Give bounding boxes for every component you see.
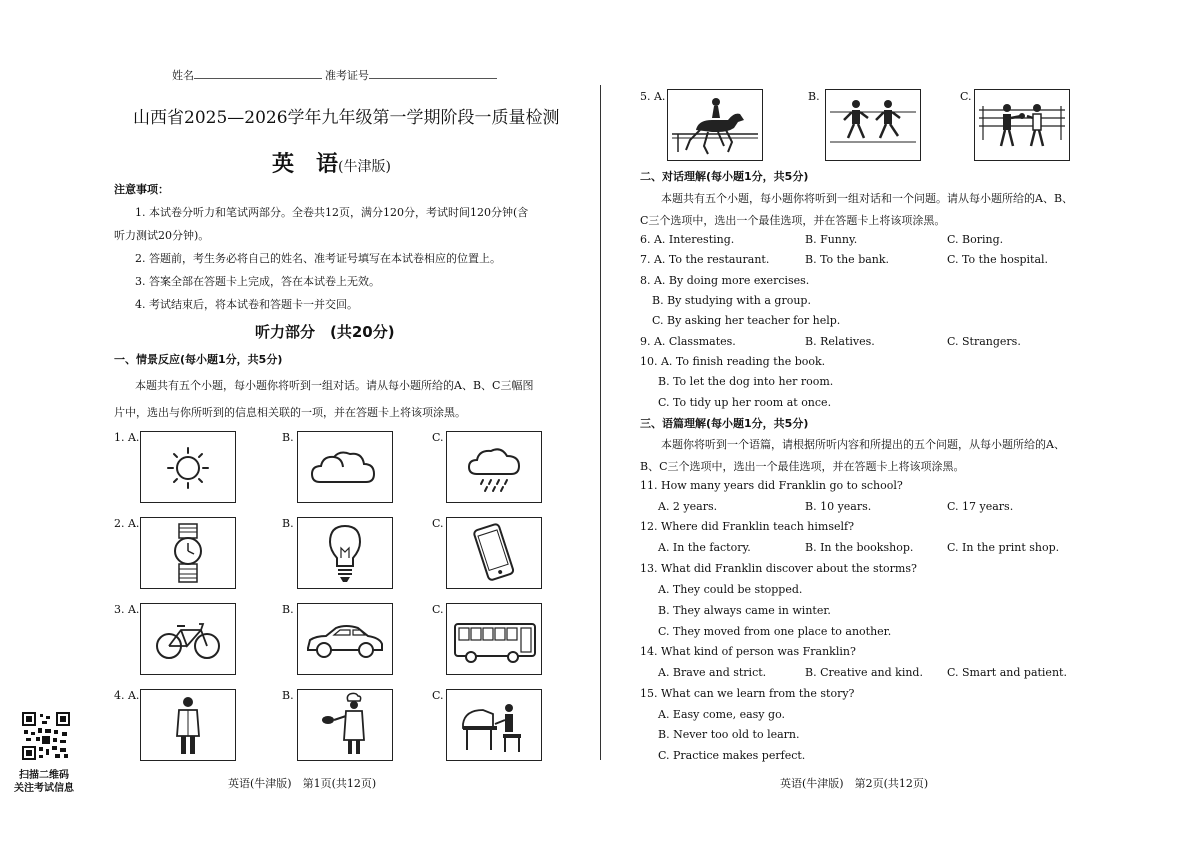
notes-item-1: 1. 本试卷分听力和笔试两部分。全卷共12页，满分120分，考试时间120分钟(含 — [135, 206, 529, 219]
q13-option-c: C. They moved from one place to another. — [658, 625, 892, 638]
page-divider — [600, 85, 601, 760]
q2-b-label: B. — [282, 517, 294, 530]
q2-c-image — [446, 517, 542, 589]
q11-option-c: C. 17 years. — [947, 500, 1014, 513]
section2-title: 二、对话理解(每小题1分，共5分) — [640, 170, 809, 183]
smartphone-icon — [447, 518, 541, 588]
section1-instr-2: 片中，选出与你所听到的信息相关联的一项，并在答题卡上将该项涂黑。 — [114, 406, 466, 419]
q12-option-b: B. In the bookshop. — [805, 541, 914, 554]
exam-title: 山西省2025—2026学年九年级第一学期阶段一质量检测 — [133, 108, 560, 128]
id-field — [325, 67, 497, 83]
q12-question: 12. Where did Franklin teach himself? — [640, 520, 854, 533]
q5-b-label: B. — [808, 90, 820, 103]
q11-option-b: B. 10 years. — [805, 500, 872, 513]
q14-option-b: B. Creative and kind. — [805, 666, 923, 679]
q6-option-a: 6. A. Interesting. — [640, 233, 735, 246]
q6-option-c: C. Boring. — [947, 233, 1004, 246]
q2-a-label: 2. A. — [114, 517, 140, 530]
pianist-icon — [447, 690, 541, 760]
q9-option-a: 9. A. Classmates. — [640, 335, 736, 348]
notes-item-4: 4. 考试结束后，将本试卷和答题卡一并交回。 — [135, 298, 358, 311]
q13-question: 13. What did Franklin discover about the storms? — [640, 562, 917, 575]
q2-a-image — [140, 517, 236, 589]
doctor-icon — [141, 690, 235, 760]
section2-instr-1: 本题共有五个小题，每小题你将听到一组对话和一个问题。请从每小题所给的A、B、 — [661, 192, 1074, 205]
wristwatch-icon — [141, 518, 235, 588]
q8-option-b: B. By studying with a group. — [652, 294, 811, 307]
q12-option-a: A. In the factory. — [658, 541, 751, 554]
q3-b-image — [297, 603, 393, 675]
section2-instr-2: C三个选项中，选出一个最佳选项，并在答题卡上将该项涂黑。 — [640, 214, 946, 227]
q4-a-label: 4. A. — [114, 689, 140, 702]
q3-b-label: B. — [282, 603, 294, 616]
bus-icon — [447, 604, 541, 674]
q5-a-image — [667, 89, 763, 161]
q14-option-c: C. Smart and patient. — [947, 666, 1067, 679]
q1-a-label: 1. A. — [114, 431, 140, 444]
q8-option-a: 8. A. By doing more exercises. — [640, 274, 810, 287]
q7-option-a: 7. A. To the restaurant. — [640, 253, 770, 266]
q3-a-label: 3. A. — [114, 603, 140, 616]
notes-item-3: 3. 答案全部在答题卡上完成，答在本试卷上无效。 — [135, 275, 380, 288]
q15-question: 15. What can we learn from the story? — [640, 687, 855, 700]
q1-c-image — [446, 431, 542, 503]
q4-b-label: B. — [282, 689, 294, 702]
q4-b-image — [297, 689, 393, 761]
q2-c-label: C. — [432, 517, 444, 530]
footer-left: 英语(牛津版) 第1页(共12页) — [228, 777, 377, 790]
q9-option-c: C. Strangers. — [947, 335, 1021, 348]
q1-b-image — [297, 431, 393, 503]
name-field — [172, 67, 322, 83]
q8-option-c: C. By asking her teacher for help. — [652, 314, 841, 327]
boxing-icon — [975, 90, 1069, 160]
qr-caption-2: 关注考试信息 — [14, 783, 74, 794]
footer-right: 英语(牛津版) 第2页(共12页) — [780, 777, 929, 790]
horse-racing-icon — [668, 90, 762, 160]
q15-option-b: B. Never too old to learn. — [658, 728, 800, 741]
edition-label: (牛津版) — [338, 159, 391, 175]
q13-option-a: A. They could be stopped. — [658, 583, 803, 596]
q6-option-b: B. Funny. — [805, 233, 858, 246]
q7-option-c: C. To the hospital. — [947, 253, 1049, 266]
q13-option-b: B. They always came in winter. — [658, 604, 831, 617]
q1-a-image — [140, 431, 236, 503]
q1-b-label: B. — [282, 431, 294, 444]
q4-c-label: C. — [432, 689, 444, 702]
section3-title: 三、语篇理解(每小题1分，共5分) — [640, 417, 809, 430]
q15-option-a: A. Easy come, easy go. — [658, 708, 785, 721]
q5-a-label: 5. A. — [640, 90, 666, 103]
q4-c-image — [446, 689, 542, 761]
notes-item-2: 2. 答题前，考生务必将自己的姓名、准考证号填写在本试卷相应的位置上。 — [135, 252, 501, 265]
q10-option-b: B. To let the dog into her room. — [658, 375, 834, 388]
q14-question: 14. What kind of person was Franklin? — [640, 645, 856, 658]
q2-b-image — [297, 517, 393, 589]
qr-code — [22, 712, 70, 760]
q14-option-a: A. Brave and strict. — [658, 666, 767, 679]
q12-option-c: C. In the print shop. — [947, 541, 1060, 554]
subject-name: 英 语 — [272, 152, 339, 177]
section3-instr-2: B、C三个选项中，选出一个最佳选项，并在答题卡上将该项涂黑。 — [640, 460, 965, 473]
lightbulb-icon — [298, 518, 392, 588]
q11-question: 11. How many years did Franklin go to school? — [640, 479, 903, 492]
q3-a-image — [140, 603, 236, 675]
q5-c-image — [974, 89, 1070, 161]
q3-c-image — [446, 603, 542, 675]
q3-c-label: C. — [432, 603, 444, 616]
cloud-icon — [298, 432, 392, 502]
listening-title: 听力部分 (共20分) — [255, 323, 395, 341]
name-label: 姓名 — [172, 69, 194, 82]
q10-option-c: C. To tidy up her room at once. — [658, 396, 832, 409]
q5-c-label: C. — [960, 90, 972, 103]
section1-title: 一、情景反应(每小题1分，共5分) — [114, 353, 283, 366]
car-icon — [298, 604, 392, 674]
q5-b-image — [825, 89, 921, 161]
q1-c-label: C. — [432, 431, 444, 444]
section1-instr-1: 本题共有五个小题，每小题你将听到一组对话。请从每小题所给的A、B、C三幅图 — [135, 379, 534, 392]
rain-cloud-icon — [447, 432, 541, 502]
section3-instr-1: 本题你将听到一个语篇，请根据所听内容和所提出的五个问题，从每小题所给的A、 — [661, 438, 1065, 451]
bicycle-icon — [141, 604, 235, 674]
running-race-icon — [826, 90, 920, 160]
id-label: 准考证号 — [325, 69, 369, 82]
subject-title — [272, 147, 391, 178]
sun-icon — [141, 432, 235, 502]
q15-option-c: C. Practice makes perfect. — [658, 749, 806, 762]
q7-option-b: B. To the bank. — [805, 253, 890, 266]
q11-option-a: A. 2 years. — [658, 500, 718, 513]
q4-a-image — [140, 689, 236, 761]
qr-caption-1: 扫描二维码 — [19, 770, 69, 781]
notes-item-1-cont: 听力测试20分钟)。 — [114, 229, 210, 242]
q10-option-a: 10. A. To finish reading the book. — [640, 355, 826, 368]
chef-icon — [298, 690, 392, 760]
notes-title: 注意事项： — [114, 183, 169, 196]
q9-option-b: B. Relatives. — [805, 335, 875, 348]
